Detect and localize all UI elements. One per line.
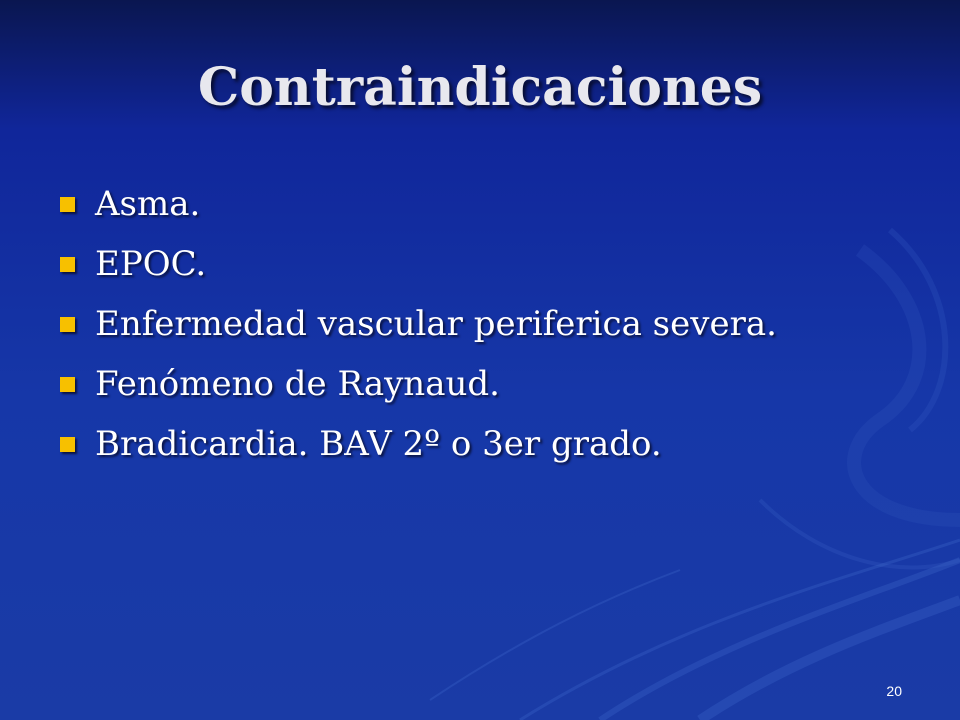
bullet-text: Fenómeno de Raynaud. xyxy=(95,364,500,404)
list-item xyxy=(60,414,777,474)
bullet-text: Asma. xyxy=(95,184,201,224)
slide-number: 20 xyxy=(886,683,902,699)
square-bullet-icon xyxy=(60,317,75,332)
list-item xyxy=(60,234,777,294)
slide-title: Contraindicaciones xyxy=(197,57,763,118)
list-item xyxy=(60,354,777,414)
bullet-text: Bradicardia. BAV 2º o 3er grado. xyxy=(95,424,662,464)
bullet-text: Enfermedad vascular periferica severa. xyxy=(95,304,777,344)
square-bullet-icon xyxy=(60,257,75,272)
bullet-list xyxy=(60,174,777,474)
square-bullet-icon xyxy=(60,437,75,452)
list-item xyxy=(60,294,777,354)
square-bullet-icon xyxy=(60,377,75,392)
list-item xyxy=(60,174,777,234)
square-bullet-icon xyxy=(60,197,75,212)
bullet-text: EPOC. xyxy=(95,244,207,284)
